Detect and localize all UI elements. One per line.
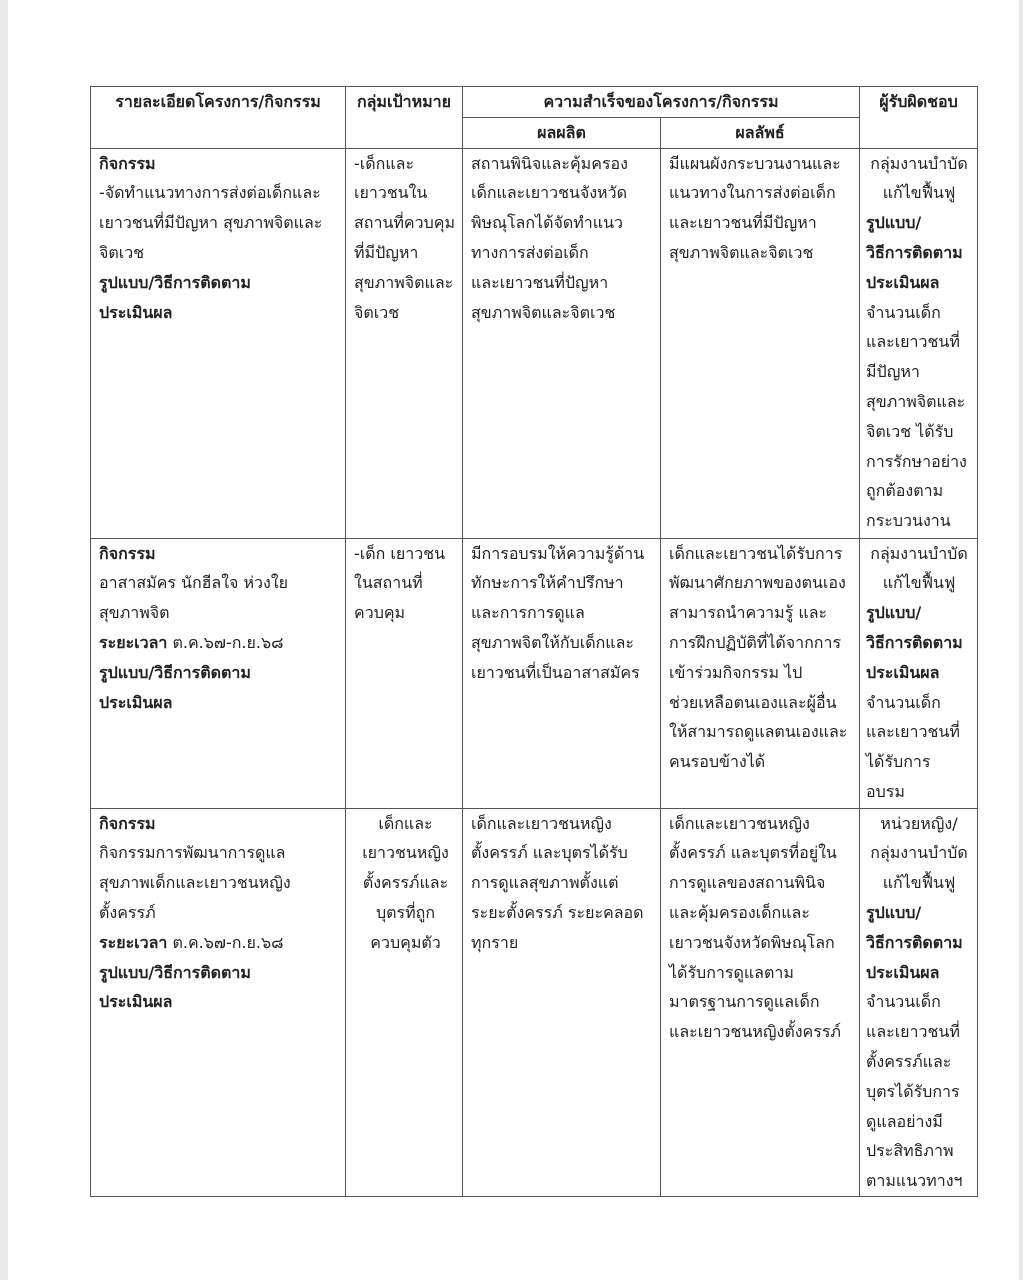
outcome-text: และเยาวชนหญิงตั้งครรภ์ bbox=[669, 1022, 841, 1042]
activity-heading: กิจกรรม bbox=[99, 813, 156, 833]
outcome-text: สุขภาพจิตและจิตเวช bbox=[669, 242, 814, 262]
evaluation-text: ถูกต้องตาม bbox=[866, 481, 944, 501]
evaluation-text: และเยาวชนที่ bbox=[866, 722, 960, 742]
outcome-cell bbox=[661, 148, 860, 538]
responsible-unit: แก้ไขฟื้นฟู bbox=[882, 183, 956, 203]
evaluation-text: จิตเวช ได้รับ bbox=[866, 421, 954, 441]
outcome-text: เด็กและเยาวชนได้รับการ bbox=[669, 543, 843, 563]
outcome-text: มีแผนผังกระบวนงานและ bbox=[669, 153, 841, 173]
activity-heading: กิจกรรม bbox=[99, 543, 156, 563]
output-text: และการการดูแล bbox=[471, 603, 585, 623]
evaluation-label: รูปแบบ/ bbox=[866, 213, 922, 233]
evaluation-text: ตามแนวทางฯ bbox=[866, 1171, 963, 1191]
target-group-text: -เด็ก เยาวชน bbox=[354, 543, 446, 563]
evaluation-label: ประเมินผล bbox=[866, 272, 940, 292]
evaluation-text: บุตรได้รับการ bbox=[866, 1081, 960, 1101]
details-cell bbox=[91, 538, 346, 808]
evaluation-label: ประเมินผล bbox=[99, 992, 173, 1012]
output-cell bbox=[463, 808, 661, 1196]
evaluation-label: วิธีการติดตาม bbox=[866, 242, 963, 262]
header-target: กลุ่มเป้าหมาย bbox=[346, 87, 463, 149]
target-group-text: เยาวชนหญิง bbox=[362, 843, 449, 863]
period bbox=[99, 628, 340, 658]
output-text: เด็กและเยาวชนหญิง bbox=[471, 813, 612, 833]
responsible-unit: กลุ่มงานบำบัด bbox=[870, 543, 968, 563]
evaluation-text: ตั้งครรภ์และ bbox=[866, 1051, 952, 1071]
period-label: ระยะเวลา bbox=[99, 932, 168, 952]
evaluation-label: รูปแบบ/ bbox=[866, 603, 922, 623]
evaluation-text: ได้รับการ bbox=[866, 752, 931, 772]
target-group-text: สถานที่ควบคุม bbox=[354, 213, 456, 233]
header-success: ความสำเร็จของโครงการ/กิจกรรม bbox=[463, 87, 860, 118]
output-text: การดูแลสุขภาพตั้งแต่ bbox=[471, 873, 619, 893]
evaluation-text: ประสิทธิภาพ bbox=[866, 1141, 954, 1161]
target-group-text: จิตเวช bbox=[354, 302, 400, 322]
evaluation-text: จำนวนเด็ก bbox=[866, 692, 941, 712]
outcome-text: การฝึกปฏิบัติที่ได้จากการ bbox=[669, 632, 842, 652]
outcome-cell bbox=[661, 808, 860, 1196]
activity-text: สุขภาพเด็กและเยาวชนหญิง bbox=[99, 873, 291, 893]
outcome-text: เด็กและเยาวชนหญิง bbox=[669, 813, 810, 833]
period-label: ระยะเวลา bbox=[99, 632, 168, 652]
outcome-text: มาตรฐานการดูแลเด็ก bbox=[669, 992, 820, 1012]
output-text: สุขภาพจิตและจิตเวช bbox=[471, 302, 616, 322]
evaluation-label: รูปแบบ/ bbox=[866, 902, 922, 922]
outcome-text: ได้รับการดูแลตาม bbox=[669, 962, 794, 982]
target-group-text: -เด็กและ bbox=[354, 153, 415, 173]
evaluation-text: กระบวนงาน bbox=[866, 511, 951, 531]
table-row bbox=[91, 808, 978, 1196]
activity-text: จิตเวช bbox=[99, 242, 145, 262]
output-text: มีการอบรมให้ความรู้ด้าน bbox=[471, 543, 645, 563]
responsible-unit: กลุ่มงานบำบัด bbox=[870, 153, 968, 173]
outcome-text: แนวทางในการส่งต่อเด็ก bbox=[669, 183, 836, 203]
responsible-cell bbox=[860, 148, 978, 538]
evaluation-label: ประเมินผล bbox=[99, 692, 173, 712]
period bbox=[99, 928, 340, 958]
outcome-text: พัฒนาศักยภาพของตนเอง bbox=[669, 573, 846, 593]
output-text: ทักษะการให้คำปรึกษา bbox=[471, 573, 624, 593]
header-output: ผลผลิต bbox=[463, 117, 661, 148]
outcome-text: และคุ้มครองเด็กและ bbox=[669, 902, 810, 922]
target-group-text: ในสถานที่ bbox=[354, 573, 423, 593]
details-cell bbox=[91, 808, 346, 1196]
output-cell bbox=[463, 538, 661, 808]
activity-text: สุขภาพจิต bbox=[99, 603, 170, 623]
evaluation-label: ประเมินผล bbox=[866, 962, 940, 982]
outcome-text: ตั้งครรภ์ และบุตรที่อยู่ใน bbox=[669, 843, 837, 863]
evaluation-text: มีปัญหา bbox=[866, 362, 920, 382]
output-text: ทุกราย bbox=[471, 932, 519, 952]
outcome-text: คนรอบข้างได้ bbox=[669, 752, 766, 772]
document-page bbox=[8, 0, 1019, 1280]
evaluation-text: จำนวนเด็ก bbox=[866, 992, 941, 1012]
header-outcome: ผลลัพธ์ bbox=[661, 117, 860, 148]
outcome-text: สามารถนำความรู้ และ bbox=[669, 603, 828, 623]
evaluation-text: และเยาวชนที่ bbox=[866, 1022, 960, 1042]
evaluation-label: วิธีการติดตาม bbox=[866, 932, 963, 952]
target-group-cell bbox=[346, 538, 463, 808]
target-group-cell bbox=[346, 808, 463, 1196]
target-group-text: สุขภาพจิตและ bbox=[354, 272, 454, 292]
target-group-text: บุตรที่ถูก bbox=[375, 902, 436, 922]
responsible-cell bbox=[860, 538, 978, 808]
activity-text: กิจกรรมการพัฒนาการดูแล bbox=[99, 843, 286, 863]
period-value: ต.ค.๖๗-ก.ย.๖๘ bbox=[167, 932, 284, 952]
outcome-text: การดูแลของสถานพินิจ bbox=[669, 873, 826, 893]
activity-text: ตั้งครรภ์ bbox=[99, 902, 156, 922]
target-group-text: ควบคุมตัว bbox=[370, 932, 441, 952]
target-group-text: เยาวชนใน bbox=[354, 183, 428, 203]
responsible-unit: แก้ไขฟื้นฟู bbox=[882, 573, 956, 593]
responsible-cell bbox=[860, 808, 978, 1196]
target-group-text: ตั้งครรภ์และ bbox=[362, 873, 449, 893]
output-text: สถานพินิจและคุ้มครอง bbox=[471, 153, 628, 173]
output-text: ตั้งครรภ์ และบุตรได้รับ bbox=[471, 843, 628, 863]
output-text: ทางการส่งต่อเด็ก bbox=[471, 242, 589, 262]
header-row-1 bbox=[91, 87, 978, 118]
table-row bbox=[91, 148, 978, 538]
outcome-text: และเยาวชนที่มีปัญหา bbox=[669, 213, 817, 233]
evaluation-label: รูปแบบ/วิธีการติดตาม bbox=[99, 662, 251, 682]
target-group-cell bbox=[346, 148, 463, 538]
target-group-text: เด็กและ bbox=[378, 813, 433, 833]
output-text: เด็กและเยาวชนจังหวัด bbox=[471, 183, 627, 203]
outcome-cell bbox=[661, 538, 860, 808]
evaluation-label: รูปแบบ/วิธีการติดตาม bbox=[99, 962, 251, 982]
activity-text: -จัดทำแนวทางการส่งต่อเด็กและ bbox=[99, 183, 321, 203]
output-text: พิษณุโลกได้จัดทำแนว bbox=[471, 213, 623, 233]
output-text: ระยะตั้งครรภ์ ระยะคลอด bbox=[471, 902, 644, 922]
output-cell bbox=[463, 148, 661, 538]
period-value: ต.ค.๖๗-ก.ย.๖๘ bbox=[167, 632, 284, 652]
responsible-unit: กลุ่มงานบำบัด bbox=[870, 843, 968, 863]
evaluation-text: อบรม bbox=[866, 781, 905, 801]
activity-text: เยาวชนที่มีปัญหา สุขภาพจิตและ bbox=[99, 213, 323, 233]
output-text: และเยาวชนที่ปัญหา bbox=[471, 272, 609, 292]
header-responsible: ผู้รับผิดชอบ bbox=[860, 87, 978, 149]
evaluation-label: วิธีการติดตาม bbox=[866, 632, 963, 652]
evaluation-text: และเยาวชนที่ bbox=[866, 332, 960, 352]
output-text: สุขภาพจิตให้กับเด็กและ bbox=[471, 632, 635, 652]
outcome-text: เยาวชนจังหวัดพิษณุโลก bbox=[669, 932, 835, 952]
outcome-text: ให้สามารถดูแลตนเองและ bbox=[669, 722, 848, 742]
responsible-unit: หน่วยหญิง/ bbox=[880, 813, 958, 833]
outcome-text: ช่วยเหลือตนเองและผู้อื่น bbox=[669, 692, 837, 712]
evaluation-text: จำนวนเด็ก bbox=[866, 302, 941, 322]
output-text: เยาวชนที่เป็นอาสาสมัคร bbox=[471, 662, 640, 682]
evaluation-label: ประเมินผล bbox=[866, 662, 940, 682]
target-group-text: ที่มีปัญหา bbox=[354, 242, 419, 262]
evaluation-label: ประเมินผล bbox=[99, 302, 173, 322]
header-details: รายละเอียดโครงการ/กิจกรรม bbox=[91, 87, 346, 149]
project-table bbox=[90, 86, 978, 1197]
evaluation-text: การรักษาอย่าง bbox=[866, 451, 967, 471]
target-group-text: ควบคุม bbox=[354, 603, 406, 623]
activity-text: อาสาสมัคร นักฮีลใจ ห่วงใย bbox=[99, 573, 289, 593]
responsible-unit: แก้ไขฟื้นฟู bbox=[882, 873, 956, 893]
table-row bbox=[91, 538, 978, 808]
outcome-text: เข้าร่วมกิจกรรม ไป bbox=[669, 662, 803, 682]
activity-heading: กิจกรรม bbox=[99, 153, 156, 173]
evaluation-text: สุขภาพจิตและ bbox=[866, 391, 966, 411]
evaluation-text: ดูแลอย่างมี bbox=[866, 1111, 943, 1131]
evaluation-label: รูปแบบ/วิธีการติดตาม bbox=[99, 272, 251, 292]
details-cell bbox=[91, 148, 346, 538]
